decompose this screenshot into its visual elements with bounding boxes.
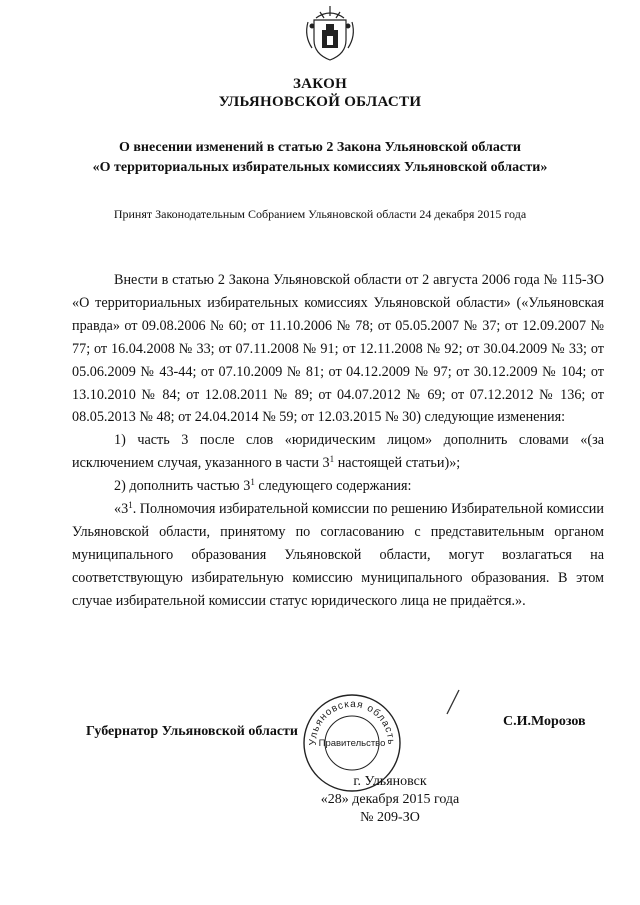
- item-2-superscript: 1: [250, 477, 255, 488]
- quoted-part-text: . Полномочия избирательной комиссии по решению Избирательной комиссии Ульяновской области, принятому по согласованию с представительным органом муниципального образования Ульяновской области, могут возлагаться на соответствующую избирательную комиссию муниципального образования. В этом случае избирательной комиссии статус юридического лица не придаётся.».: [72, 501, 604, 609]
- item-2-text: 2) дополнить частью 3: [114, 478, 251, 495]
- law-subject-line-2: «О территориальных избирательных комиссиях Ульяновской области»: [92, 160, 548, 175]
- governor-name: С.И.Морозов: [503, 714, 586, 729]
- coat-of-arms-icon: [302, 2, 358, 64]
- quoted-part: [72, 498, 604, 613]
- intro-paragraph: Внести в статью 2 Закона Ульяновской области от 2 августа 2006 года № 115-ЗО «О территориальных избирательных комиссиях Ульяновской области» («Ульяновская правда» от 09.08.2006 № 60; от 11.10.2006 № 78; от 05.05.2007 № 37; от 12.09.2007 № 77; от 16.04.2008 № 33; от 07.11.2008 № 91; от 12.11.2008 № 92; от 30.04.2009 № 33; от 05.06.2009 № 43-44; от 07.10.2009 № 81; от 04.12.2009 № 97; от 30.12.2009 № 104; от 13.10.2010 № 84; от 12.08.2011 № 89; от 04.07.2012 № 69; от 07.12.2012 № 136; от 08.05.2013 № 48; от 24.04.2014 № 59; от 12.03.2015 № 30) следующие изменения:: [72, 272, 604, 426]
- signature-stroke-icon: [441, 688, 465, 716]
- item-1-text: 1) часть 3 после слов «юридическим лицом» дополнить словами «(за исключением случая, указанного в части 3: [72, 432, 604, 472]
- place-of-signing: г. Ульяновск: [353, 774, 427, 789]
- stamp-ring-text: Ульяновская область: [307, 698, 397, 746]
- item-2: [72, 475, 604, 498]
- document-type: ЗАКОН: [292, 76, 348, 92]
- governor-title: Губернатор Ульяновской области: [86, 724, 298, 739]
- signing-date: «28» декабря 2015 года: [320, 792, 460, 807]
- item-2-text-end: следующего содержания:: [254, 478, 412, 495]
- stamp-center-text: Правительство: [318, 738, 386, 749]
- quoted-part-superscript: 1: [128, 500, 133, 511]
- law-number: № 209-ЗО: [360, 810, 420, 825]
- adoption-note: Принят Законодательным Собранием Ульяновской области 24 декабря 2015 года: [113, 207, 527, 221]
- coat-of-arms-emblem: [302, 2, 358, 64]
- item-1-superscript: 1: [329, 454, 335, 465]
- item-1-text-end: настоящей статьи)»;: [334, 455, 461, 472]
- region-name: УЛЬЯНОВСКОЙ ОБЛАСТИ: [218, 94, 422, 110]
- quoted-part-number: «3: [114, 501, 129, 518]
- law-body: [72, 269, 604, 613]
- item-1: [72, 429, 604, 475]
- law-subject-line-1: О внесении изменений в статью 2 Закона Ульяновской области: [118, 140, 521, 155]
